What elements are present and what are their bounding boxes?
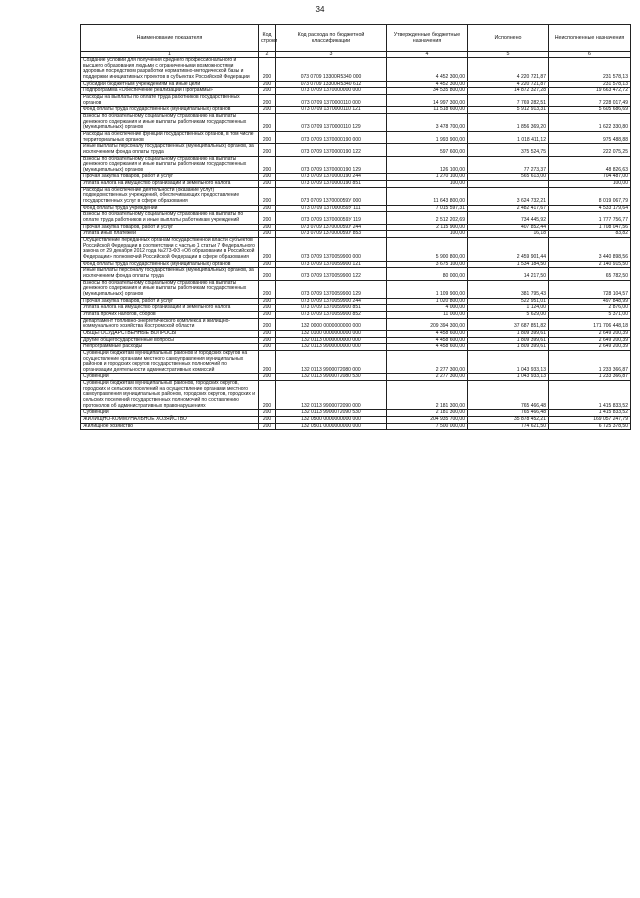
row-executed: 7 769 282,51 (468, 94, 549, 106)
row-name: Прочая закупка товаров, работ и услуг (81, 298, 259, 305)
row-remaining: 48 826,63 (549, 156, 631, 174)
row-budget-code: 073 0709 1370000110 129 (276, 113, 387, 131)
header-approved: Утвержденные бюджетные назначения (387, 25, 468, 52)
row-line-code: 200 (259, 305, 276, 312)
row-approved: 2 277 300,00 (387, 350, 468, 374)
row-executed: 1 043 933,13 (468, 350, 549, 374)
row-executed: 5 912 913,31 (468, 107, 549, 114)
row-executed: 4 220 721,87 (468, 81, 549, 88)
row-budget-code: 073 0709 1370059900 122 (276, 268, 387, 280)
row-executed: 774 621,50 (468, 423, 549, 430)
header-executed: Исполнено (468, 25, 549, 52)
page-number: 34 (315, 5, 325, 14)
row-name: Создание условий для получения среднего профессионального и высшего образования людьми с ограниченными возможностями здоровья посредством разработки нормативно-методической базы и поддержки инициативных проектов в субъектах Российской Федерации (81, 58, 259, 82)
row-name: Подпрограмма «Обеспечение реализации Программы» (81, 88, 259, 95)
row-approved: 11 643 800,00 (387, 187, 468, 205)
row-budget-code: 132 0000 0000000000 000 (276, 318, 387, 330)
row-name: департамент топливно-энергетического комплекса и жилищно-коммунального хозяйства Костромской области (81, 318, 259, 330)
row-name: Непрограммные расходы (81, 344, 259, 351)
row-budget-code: 073 0709 1370000190 129 (276, 156, 387, 174)
row-remaining: 5 371,00 (549, 311, 631, 318)
header-line-code: Код строки (259, 25, 276, 52)
row-remaining: 1 708 047,56 (549, 224, 631, 231)
row-executed: 4 220 721,87 (468, 58, 549, 82)
row-line-code: 200 (259, 238, 276, 262)
row-executed: 77 273,37 (468, 156, 549, 174)
table-row (81, 113, 631, 131)
row-budget-code: 073 0709 1370000190 851 (276, 181, 387, 188)
row-name: Взносы по обязательному социальному страхованию на выплаты по оплате труда работников и иные выплаты работникам учреждений (81, 212, 259, 224)
row-approved: 3 478 700,00 (387, 113, 468, 131)
row-budget-code: 073 0709 1370000190 000 (276, 131, 387, 143)
row-line-code: 200 (259, 205, 276, 212)
row-line-code: 200 (259, 298, 276, 305)
row-remaining: 975 488,88 (549, 131, 631, 143)
row-approved: 1 993 900,00 (387, 131, 468, 143)
row-name: Субвенции (81, 374, 259, 381)
row-remaining: 171 706 448,18 (549, 318, 631, 330)
row-line-code: 200 (259, 187, 276, 205)
column-number: 2 (259, 52, 276, 58)
row-remaining: 1 777 756,77 (549, 212, 631, 224)
row-budget-code: 073 0709 1370000110 121 (276, 107, 387, 114)
row-remaining: 6 725 378,50 (549, 423, 631, 430)
row-executed: 565 613,00 (468, 174, 549, 181)
row-remaining: 65 782,50 (549, 268, 631, 280)
row-remaining: 2 649 200,39 (549, 330, 631, 337)
row-budget-code: 073 0709 137000059У 853 (276, 231, 387, 238)
row-approved: 100,00 (387, 231, 468, 238)
row-remaining: 704 487,00 (549, 174, 631, 181)
row-name: Взносы по обязательному социальному страхованию на выплаты денежного содержания и иные выплаты работникам государственных (муниципальных) органов (81, 156, 259, 174)
row-executed: 522 951,01 (468, 298, 549, 305)
row-executed: 734 445,92 (468, 212, 549, 224)
row-remaining: 1 233 366,87 (549, 350, 631, 374)
table-row (81, 423, 631, 430)
row-executed: 1 856 369,20 (468, 113, 549, 131)
table-row (81, 131, 631, 143)
row-approved: 4 452 300,00 (387, 58, 468, 82)
row-remaining: 728 104,57 (549, 280, 631, 298)
row-approved: 11 000,00 (387, 311, 468, 318)
row-remaining: 4 533 179,64 (549, 205, 631, 212)
row-remaining: 231 578,13 (549, 81, 631, 88)
row-line-code: 200 (259, 231, 276, 238)
row-approved: 126 100,00 (387, 156, 468, 174)
row-remaining: 2 649 200,39 (549, 344, 631, 351)
row-remaining: 2 876,00 (549, 305, 631, 312)
row-approved: 100,00 (387, 181, 468, 188)
row-name: Расходы на обеспечение деятельности (оказание услуг) подведомственных учреждений, обеспечивающих предоставление государственных услуг в сфере образования (81, 187, 259, 205)
row-name: Субсидии бюджетным учреждениям на иные цели (81, 81, 259, 88)
row-name: Уплата прочих налогов, сборов (81, 311, 259, 318)
row-executed: 375 524,75 (468, 144, 549, 156)
row-name: Субвенции бюджетам муниципальных районов, городских округов, городских и сельских поселений на осуществление органами местного самоуправления муниципальных районов, городских округов, городских и сельских поселений государственных полномочий по составлению протоколов об административных правонарушениях (81, 381, 259, 410)
row-name: Субвенции (81, 410, 259, 417)
row-line-code: 200 (259, 113, 276, 131)
row-line-code: 200 (259, 181, 276, 188)
row-executed: 1 809 399,61 (468, 330, 549, 337)
header-row (81, 25, 631, 52)
row-budget-code: 073 0709 1370000000 000 (276, 88, 387, 95)
row-name: Иные выплаты персоналу государственных (муниципальных) органов, за исключением фонда оплаты труда (81, 144, 259, 156)
table-row (81, 268, 631, 280)
row-name: Прочая закупка товаров, работ и услуг (81, 224, 259, 231)
row-executed: 37 687 851,82 (468, 318, 549, 330)
row-name: Уплата налога на имущество организаций и земельного налога (81, 181, 259, 188)
row-remaining: 83,82 (549, 231, 631, 238)
column-number: 3 (276, 52, 387, 58)
row-line-code: 200 (259, 144, 276, 156)
row-remaining: 8 019 067,79 (549, 187, 631, 205)
row-remaining: 1 622 330,80 (549, 113, 631, 131)
table-row (81, 318, 631, 330)
row-name: Другие общегосударственные вопросы (81, 337, 259, 344)
row-name: Прочая закупка товаров, работ и услуг (81, 174, 259, 181)
row-name: Фонд оплаты труда учреждений (81, 205, 259, 212)
row-name: ЖИЛИЩНО-КОММУНАЛЬНОЕ ХОЗЯЙСТВО (81, 417, 259, 424)
row-line-code: 200 (259, 212, 276, 224)
row-budget-code: 073 0709 137000059У 244 (276, 224, 387, 231)
row-executed: 381 795,43 (468, 280, 549, 298)
row-approved: 5 900 800,00 (387, 238, 468, 262)
row-remaining: 1 415 833,52 (549, 381, 631, 410)
table-row (81, 212, 631, 224)
row-executed: 5 629,00 (468, 311, 549, 318)
row-line-code: 200 (259, 350, 276, 374)
row-approved: 2 181 300,00 (387, 381, 468, 410)
row-budget-code: 132 0113 9900000000 000 (276, 344, 387, 351)
table-row (81, 280, 631, 298)
table-row (81, 58, 631, 82)
row-name: Фонд оплаты труда государственных (муниципальных) органов (81, 261, 259, 268)
row-remaining: 1 415 833,52 (549, 410, 631, 417)
row-line-code: 200 (259, 374, 276, 381)
column-number: 6 (549, 52, 631, 58)
row-line-code: 200 (259, 174, 276, 181)
row-executed: 16,18 (468, 231, 549, 238)
row-remaining: 2 649 200,39 (549, 337, 631, 344)
row-budget-code: 073 0709 1370059900 851 (276, 305, 387, 312)
row-approved: 2 277 300,00 (387, 374, 468, 381)
row-executed: 1 534 184,50 (468, 261, 549, 268)
row-executed: 2 459 901,44 (468, 238, 549, 262)
column-number: 5 (468, 52, 549, 58)
row-budget-code: 073 0709 137000059У 000 (276, 187, 387, 205)
row-approved: 7 015 597,31 (387, 205, 468, 212)
row-budget-code: 073 0709 1370059900 244 (276, 298, 387, 305)
row-budget-code: 073 0709 1370059900 129 (276, 280, 387, 298)
row-line-code: 200 (259, 94, 276, 106)
row-budget-code: 073 0709 137000059У 119 (276, 212, 387, 224)
row-line-code: 200 (259, 261, 276, 268)
row-approved: 3 675 100,00 (387, 261, 468, 268)
row-approved: 209 394 300,00 (387, 318, 468, 330)
row-name: Фонд оплаты труда государственных (муниципальных) органов (81, 107, 259, 114)
row-approved: 1 020 800,00 (387, 298, 468, 305)
row-executed: 14 217,50 (468, 268, 549, 280)
row-approved: 4 452 300,00 (387, 81, 468, 88)
row-approved: 4 458 600,00 (387, 337, 468, 344)
header-budget-code: Код расхода по бюджетной классификации (276, 25, 387, 52)
row-name: Расходы на обеспечение функций государственных органов, в том числе территориальных органов (81, 131, 259, 143)
row-budget-code: 073 0709 1370000110 000 (276, 94, 387, 106)
row-executed: 407 852,44 (468, 224, 549, 231)
row-approved: 4 458 600,00 (387, 344, 468, 351)
row-name: Расходы на выплаты по оплате труда работников государственных органов (81, 94, 259, 106)
table-row (81, 94, 631, 106)
row-budget-code: 073 0709 1370059900 000 (276, 238, 387, 262)
row-line-code: 200 (259, 156, 276, 174)
row-remaining: 1 233 366,87 (549, 374, 631, 381)
row-name: ОБЩЕГОСУДАРСТВЕННЫЕ ВОПРОСЫ (81, 330, 259, 337)
row-line-code: 200 (259, 131, 276, 143)
row-line-code: 200 (259, 423, 276, 430)
row-approved: 597 600,00 (387, 144, 468, 156)
row-name: Взносы по обязательному социальному страхованию на выплаты денежного содержания и иные выплаты работникам государственных (муниципальных) органов (81, 280, 259, 298)
row-budget-code: 132 0500 0000000000 000 (276, 417, 387, 424)
row-line-code: 200 (259, 318, 276, 330)
table-row (81, 238, 631, 262)
row-line-code: 200 (259, 58, 276, 82)
row-remaining: 100,00 (549, 181, 631, 188)
table-body (81, 58, 631, 430)
row-remaining: 2 140 915,50 (549, 261, 631, 268)
row-approved: 2 115 900,00 (387, 224, 468, 231)
row-budget-code: 073 0709 1370059900 852 (276, 311, 387, 318)
row-budget-code: 073 0709 1370059900 121 (276, 261, 387, 268)
row-approved: 80 000,00 (387, 268, 468, 280)
row-remaining: 497 848,99 (549, 298, 631, 305)
row-executed (468, 181, 549, 188)
row-line-code: 200 (259, 107, 276, 114)
row-budget-code: 132 0113 9900072080 000 (276, 350, 387, 374)
row-budget-code: 073 0709 13300R5340 612 (276, 81, 387, 88)
column-number: 1 (81, 52, 259, 58)
table-row (81, 144, 631, 156)
row-line-code: 200 (259, 81, 276, 88)
row-executed: 2 482 417,67 (468, 205, 549, 212)
row-name: Уплата иных платежей (81, 231, 259, 238)
budget-execution-table (80, 24, 631, 430)
row-approved: 7 500 000,00 (387, 423, 468, 430)
row-executed: 3 624 732,21 (468, 187, 549, 205)
row-budget-code: 132 0100 0000000000 000 (276, 330, 387, 337)
row-approved: 4 458 600,00 (387, 330, 468, 337)
row-approved: 11 518 600,00 (387, 107, 468, 114)
row-budget-code: 073 0709 13300R5340 000 (276, 58, 387, 82)
row-executed: 1 043 933,13 (468, 374, 549, 381)
row-executed: 1 124,00 (468, 305, 549, 312)
row-budget-code: 073 0709 1370000190 244 (276, 174, 387, 181)
row-name: Субвенции бюджетам муниципальных районов и городских округов на осуществление органами местного самоуправления муниципальных районов и городских округов государственных полномочий по организации деятельности административных комиссий (81, 350, 259, 374)
row-line-code: 200 (259, 344, 276, 351)
row-approved: 1 109 900,00 (387, 280, 468, 298)
row-line-code: 200 (259, 337, 276, 344)
row-line-code: 200 (259, 280, 276, 298)
header-remaining: Неисполненные назначения (549, 25, 631, 52)
row-budget-code: 132 0113 9900072090 530 (276, 410, 387, 417)
row-line-code: 200 (259, 381, 276, 410)
row-budget-code: 132 0113 0000000000 000 (276, 337, 387, 344)
row-budget-code: 073 0709 1370000190 122 (276, 144, 387, 156)
row-name: Взносы по обязательному социальному страхованию на выплаты денежного содержания и иные выплаты работникам государственных (муниципальных) органов (81, 113, 259, 131)
row-line-code: 200 (259, 330, 276, 337)
row-executed: 765 466,48 (468, 381, 549, 410)
row-line-code: 200 (259, 417, 276, 424)
row-remaining: 5 605 686,69 (549, 107, 631, 114)
row-line-code: 200 (259, 268, 276, 280)
row-budget-code: 132 0501 0000000000 000 (276, 423, 387, 430)
row-line-code: 200 (259, 88, 276, 95)
row-remaining: 19 663 472,72 (549, 88, 631, 95)
row-name: Осуществление переданных органам государственной власти субъектов Российской Федерации в соответствии с частью 1 статьи 7 Федерального закона от 29 декабря 2012 года №273-ФЗ «Об образовании в Российской Федерации» полномочий Российской Федерации в сфере образования (81, 238, 259, 262)
row-executed: 765 466,48 (468, 410, 549, 417)
column-number: 4 (387, 52, 468, 58)
row-executed: 1 809 399,61 (468, 337, 549, 344)
row-remaining: 3 440 898,56 (549, 238, 631, 262)
row-line-code: 200 (259, 410, 276, 417)
table-row (81, 381, 631, 410)
table-row (81, 350, 631, 374)
row-budget-code: 132 0113 9900072090 000 (276, 381, 387, 410)
row-approved: 2 512 202,69 (387, 212, 468, 224)
row-remaining: 222 075,25 (549, 144, 631, 156)
row-line-code: 200 (259, 224, 276, 231)
row-approved: 204 935 700,00 (387, 417, 468, 424)
row-approved: 1 270 100,00 (387, 174, 468, 181)
row-approved: 4 000,00 (387, 305, 468, 312)
row-executed: 14 872 327,28 (468, 88, 549, 95)
row-approved: 14 997 300,00 (387, 94, 468, 106)
row-name: Уплата налога на имущество организаций и земельного налога (81, 305, 259, 312)
header-indicator-name: Наименование показателя (81, 25, 259, 52)
row-budget-code: 132 0113 9900072080 530 (276, 374, 387, 381)
row-executed: 35 878 452,21 (468, 417, 549, 424)
row-line-code: 200 (259, 311, 276, 318)
row-approved: 2 181 300,00 (387, 410, 468, 417)
table-row (81, 187, 631, 205)
row-remaining: 231 578,13 (549, 58, 631, 82)
row-remaining: 7 228 017,49 (549, 94, 631, 106)
row-budget-code: 073 0709 137000059У 111 (276, 205, 387, 212)
row-approved: 34 535 800,00 (387, 88, 468, 95)
row-executed: 1 018 411,12 (468, 131, 549, 143)
row-name: Иные выплаты персоналу государственных (муниципальных) органов, за исключением фонда оплаты труда (81, 268, 259, 280)
row-remaining: 169 057 247,79 (549, 417, 631, 424)
row-name: Жилищное хозяйство (81, 423, 259, 430)
row-executed: 1 809 399,61 (468, 344, 549, 351)
table-row (81, 156, 631, 174)
